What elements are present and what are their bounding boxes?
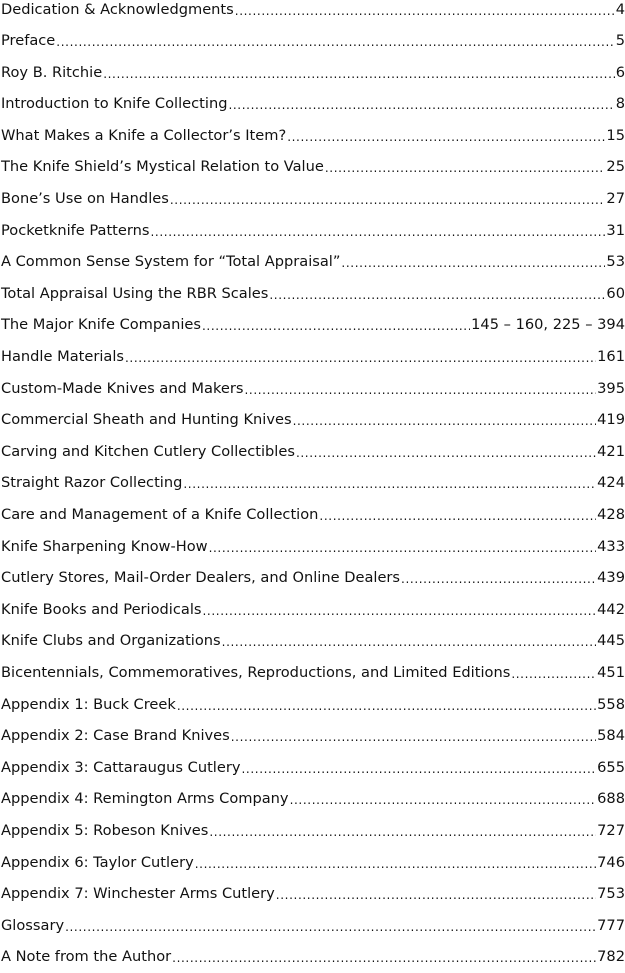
toc-entry-page-number: 777 <box>597 916 625 934</box>
toc-entry-page-number: 584 <box>597 727 625 745</box>
toc-entry <box>1 468 625 500</box>
toc-entry-title: Bone’s Use on Handles <box>1 190 169 208</box>
toc-entry-page-number: 655 <box>597 758 625 776</box>
toc-entry-page-number: 433 <box>597 537 625 555</box>
dot-leader <box>170 193 606 208</box>
dot-leader <box>511 667 596 682</box>
toc-entry-page-number: 442 <box>597 600 625 618</box>
toc-entry <box>1 436 625 468</box>
toc-entry-title: Knife Clubs and Organizations <box>1 632 221 650</box>
toc-entry-page-number: 5 <box>615 32 625 50</box>
dot-leader <box>341 256 605 271</box>
toc-entry-page-number: 419 <box>597 411 625 429</box>
dot-leader <box>401 572 596 587</box>
toc-entry-title: Dedication & Acknowledgments <box>1 0 234 18</box>
toc-entry-title: Appendix 5: Robeson Knives <box>1 821 209 839</box>
toc-entry <box>1 531 625 563</box>
toc-entry <box>1 405 625 437</box>
toc-entry <box>1 342 625 374</box>
toc-entry-page-number: 688 <box>597 790 625 808</box>
toc-entry <box>1 594 625 626</box>
dot-leader <box>209 541 597 556</box>
toc-entry-page-number: 31 <box>606 221 625 239</box>
toc-entry <box>1 247 625 279</box>
dot-leader <box>269 288 605 303</box>
toc-entry-title: Appendix 3: Cattaraugus Cutlery <box>1 758 241 776</box>
toc-entry <box>1 89 625 121</box>
dot-leader <box>222 635 597 650</box>
toc-entry <box>1 563 625 595</box>
toc-entry <box>1 910 625 942</box>
toc-entry-page-number: 53 <box>606 253 625 271</box>
toc-entry-title: The Major Knife Companies <box>1 316 201 334</box>
toc-entry-page-number: 445 <box>597 632 625 650</box>
dot-leader <box>290 793 597 808</box>
dot-leader <box>65 920 596 935</box>
toc-entry <box>1 120 625 152</box>
dot-leader <box>172 951 596 966</box>
toc-entry-page-number: 451 <box>597 663 625 681</box>
toc-entry <box>1 373 625 405</box>
toc-entry-page-number: 4 <box>615 0 625 18</box>
toc-entry-title: Appendix 7: Winchester Arms Cutlery <box>1 885 275 903</box>
toc-entry-title: Introduction to Knife Collecting <box>1 95 228 113</box>
toc-entry-page-number: 727 <box>597 821 625 839</box>
toc-entry-page-number: 60 <box>606 284 625 302</box>
toc-entry-title: Pocketknife Patterns <box>1 221 150 239</box>
dot-leader <box>319 509 596 524</box>
dot-leader <box>183 477 596 492</box>
toc-entry <box>1 26 625 58</box>
toc-entry <box>1 689 625 721</box>
toc-entry-title: Preface <box>1 32 56 50</box>
toc-entry-title: Roy B. Ritchie <box>1 63 103 81</box>
toc-entry-title: Commercial Sheath and Hunting Knives <box>1 411 292 429</box>
toc-entry <box>1 721 625 753</box>
dot-leader <box>244 383 596 398</box>
dot-leader <box>325 161 606 176</box>
toc-entry-page-number: 421 <box>597 442 625 460</box>
toc-entry <box>1 215 625 247</box>
toc-entry <box>1 815 625 847</box>
dot-leader <box>228 98 614 113</box>
dot-leader <box>195 857 596 872</box>
toc-entry-title: Appendix 1: Buck Creek <box>1 695 176 713</box>
toc-entry-title: Knife Books and Periodicals <box>1 600 202 618</box>
toc-entry-page-number: 395 <box>597 379 625 397</box>
toc-entry-page-number: 27 <box>606 190 625 208</box>
toc-entry-title: Bicentennials, Commemoratives, Reproductions, and Limited Editions <box>1 663 511 681</box>
toc-entry-page-number: 439 <box>597 569 625 587</box>
toc-entry <box>1 752 625 784</box>
toc-entry-page-number: 6 <box>615 63 625 81</box>
toc-entry <box>1 184 625 216</box>
dot-leader <box>177 699 596 714</box>
toc-entry <box>1 847 625 879</box>
dot-leader <box>231 730 596 745</box>
toc-entry <box>1 879 625 911</box>
toc-entry <box>1 626 625 658</box>
toc-entry-page-number: 558 <box>597 695 625 713</box>
toc-entry <box>1 278 625 310</box>
toc-entry-title: Care and Management of a Knife Collection <box>1 506 319 523</box>
toc-entry <box>1 500 625 532</box>
dot-leader <box>296 446 596 461</box>
toc-entry-title: Cutlery Stores, Mail-Order Dealers, and Online Dealers <box>1 569 401 587</box>
dot-leader <box>276 888 596 903</box>
dot-leader <box>241 762 596 777</box>
toc-entry-page-number: 161 <box>597 348 625 366</box>
toc-entry <box>1 942 625 973</box>
toc-entry-title: Carving and Kitchen Cutlery Collectibles <box>1 442 295 460</box>
toc-entry <box>1 310 625 342</box>
toc-entry-page-number: 746 <box>597 853 625 871</box>
toc-entry-title: Straight Razor Collecting <box>1 474 183 492</box>
toc-entry-title: A Common Sense System for “Total Appraisal” <box>1 253 341 271</box>
dot-leader <box>209 825 596 840</box>
dot-leader <box>125 351 596 366</box>
toc-entry <box>1 57 625 89</box>
table-of-contents <box>1 0 625 973</box>
dot-leader <box>235 4 615 19</box>
toc-entry <box>1 0 625 26</box>
toc-entry-page-number: 753 <box>597 885 625 903</box>
toc-entry-page-number: 15 <box>606 126 625 144</box>
toc-entry-title: Handle Materials <box>1 348 124 366</box>
toc-entry-title: A Note from the Author <box>1 948 172 966</box>
toc-entry-page-number: 8 <box>615 95 625 113</box>
dot-leader <box>202 319 470 334</box>
toc-entry-page-number: 428 <box>597 506 625 523</box>
toc-entry-title: Appendix 6: Taylor Cutlery <box>1 853 194 871</box>
dot-leader <box>293 414 597 429</box>
toc-entry <box>1 657 625 689</box>
toc-entry-page-number: 424 <box>597 474 625 492</box>
toc-entry <box>1 152 625 184</box>
toc-entry-title: The Knife Shield’s Mystical Relation to Value <box>1 158 324 176</box>
dot-leader <box>150 225 605 240</box>
dot-leader <box>287 130 605 145</box>
dot-leader <box>103 67 615 82</box>
toc-entry <box>1 784 625 816</box>
toc-entry-page-number: 25 <box>606 158 625 176</box>
toc-entry-page-number: 145 – 160, 225 – 394 <box>471 316 625 334</box>
toc-entry-title: Total Appraisal Using the RBR Scales <box>1 284 269 302</box>
toc-entry-title: Appendix 4: Remington Arms Company <box>1 790 289 808</box>
toc-entry-title: Appendix 2: Case Brand Knives <box>1 727 230 745</box>
dot-leader <box>202 604 596 619</box>
toc-entry-title: Glossary <box>1 916 65 934</box>
toc-entry-title: Knife Sharpening Know-How <box>1 537 208 555</box>
toc-entry-title: Custom-Made Knives and Makers <box>1 379 244 397</box>
dot-leader <box>56 35 614 50</box>
toc-entry-title: What Makes a Knife a Collector’s Item? <box>1 126 287 144</box>
toc-entry-page-number: 782 <box>597 948 625 966</box>
